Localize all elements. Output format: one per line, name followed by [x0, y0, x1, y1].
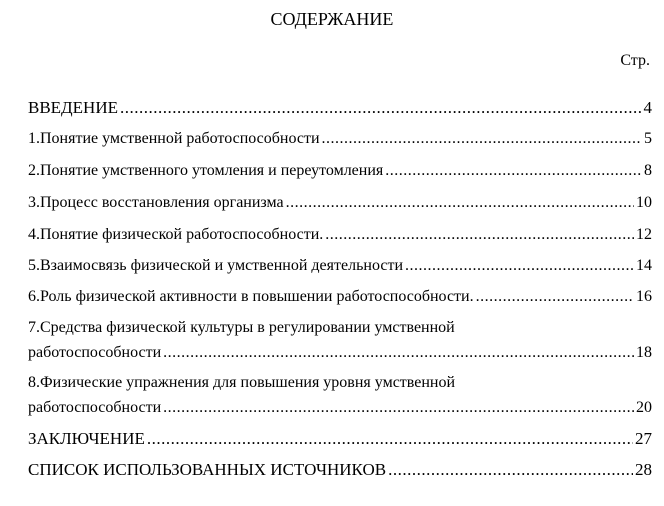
toc-entry-introduction[interactable]: [28, 98, 652, 118]
toc-entry-page: 12: [636, 226, 652, 243]
toc-entry-label: ВВЕДЕНИЕ: [28, 98, 118, 117]
dot-leader: [147, 429, 633, 449]
toc-entry-label: 6.Роль физической активности в повышении работоспособности.: [28, 288, 474, 305]
page-column-label: Стр.: [620, 52, 650, 69]
toc-entry-2[interactable]: [28, 161, 652, 181]
toc-entry-label: 4.Понятие физической работоспособности.: [28, 226, 324, 243]
dot-leader: [405, 256, 634, 276]
toc-entry-label-line2: работоспособности: [28, 344, 162, 361]
toc-entry-label: 2.Понятие умственного утомления и переутомления: [28, 162, 384, 179]
toc-entry-label-line2: работоспособности: [28, 399, 162, 416]
toc-entry-label-line1: 8.Физические упражнения для повышения уровня умственной: [28, 374, 456, 391]
dot-leader: [163, 343, 634, 363]
dot-leader: [385, 161, 642, 181]
toc-entry-page: 4: [643, 98, 652, 117]
toc-entry-page: 10: [636, 194, 652, 211]
toc-entry-4[interactable]: [28, 225, 652, 245]
dot-leader: [476, 287, 634, 307]
toc-entry-5[interactable]: [28, 256, 652, 276]
toc-entry-label: СПИСОК ИСПОЛЬЗОВАННЫХ ИСТОЧНИКОВ: [28, 460, 387, 479]
toc-entry-label-line1: 7.Средства физической культуры в регулировании умственной: [28, 319, 455, 336]
dot-leader: [388, 460, 633, 480]
toc-title: СОДЕРЖАНИЕ: [270, 9, 394, 29]
dot-leader: [322, 129, 642, 149]
toc-entry-label: 3.Процесс восстановления организма: [28, 194, 284, 211]
toc-entry-page: 18: [636, 344, 652, 361]
dot-leader: [286, 193, 634, 213]
toc-entry-references[interactable]: [28, 460, 652, 480]
toc-entry-page: 8: [644, 162, 652, 179]
toc-entry-6[interactable]: [28, 287, 652, 307]
toc-entry-7[interactable]: [28, 318, 652, 363]
toc-entry-page: 5: [644, 130, 652, 147]
toc-entry-page: 16: [636, 288, 652, 305]
toc-entry-page: 20: [636, 399, 652, 416]
toc-entry-page: 14: [636, 257, 652, 274]
toc-entry-label: 1.Понятие умственной работоспособности: [28, 130, 320, 147]
dot-leader: [325, 225, 634, 245]
toc-entry-label: 5.Взаимосвязь физической и умственной деятельности: [28, 257, 403, 274]
toc-entry-conclusion[interactable]: [28, 429, 652, 449]
toc-entry-1[interactable]: [28, 129, 652, 149]
toc-entry-page: 28: [635, 460, 652, 479]
toc-entry-3[interactable]: [28, 193, 652, 213]
dot-leader: [120, 98, 642, 118]
dot-leader: [163, 398, 634, 418]
toc-entry-8[interactable]: [28, 373, 652, 418]
toc-entry-page: 27: [635, 429, 652, 448]
toc-entry-label: ЗАКЛЮЧЕНИЕ: [28, 429, 145, 448]
